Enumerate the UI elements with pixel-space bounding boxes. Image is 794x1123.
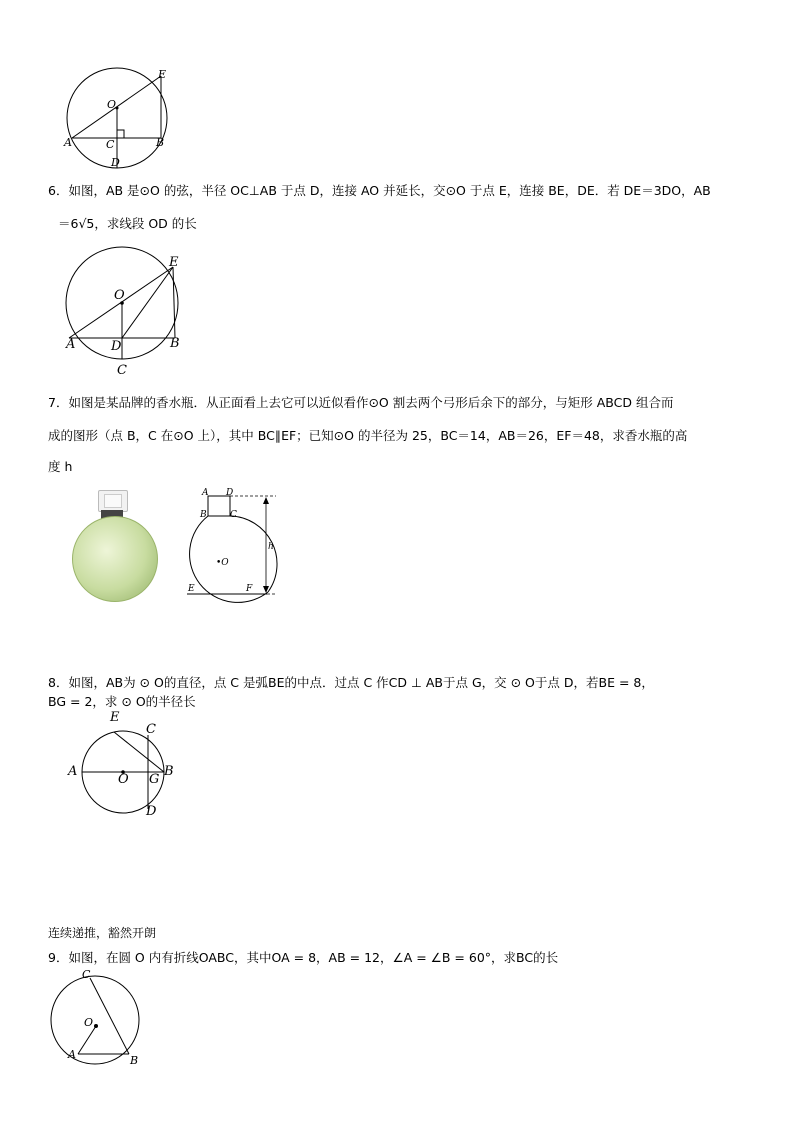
label-A: A bbox=[66, 337, 76, 352]
label-B: B bbox=[130, 1054, 139, 1067]
label-E: E bbox=[158, 68, 167, 81]
question-8-text-line1: 8．如图，AB为 ⊙ O的直径，点 C 是弧BE的中点．过点 C 作CD ⊥ AB于点 G，交 ⊙ O于点 D，若BE = 8， bbox=[48, 675, 654, 690]
figure-q8 bbox=[62, 712, 182, 820]
label-O: O bbox=[107, 98, 117, 111]
label-O: O bbox=[84, 1016, 94, 1029]
label-D: D bbox=[226, 488, 234, 498]
question-7-text-line2: 成的图形（点 B，C 在⊙O 上），其中 BC∥EF；已知⊙O 的半径为 25，BC＝14，AB＝26，EF＝48，求香水瓶的高 bbox=[48, 428, 688, 443]
question-6-text-line2: ＝6√5，求线段 OD 的长 bbox=[58, 216, 197, 231]
label-A: A bbox=[68, 1048, 76, 1061]
label-C: C bbox=[117, 363, 127, 378]
question-9-text-line1: 9．如图，在圆 O 内有折线OABC，其中OA = 8，AB = 12，∠A = ∠B = 60°，求BC的长 bbox=[48, 950, 559, 965]
question-8-text-line2: BG = 2，求 ⊙ O的半径长 bbox=[48, 694, 196, 709]
label-O: O bbox=[114, 288, 125, 303]
label-E: E bbox=[110, 710, 120, 725]
figure-q7 bbox=[168, 488, 288, 600]
label-D: D bbox=[111, 339, 122, 354]
label-A: A bbox=[202, 488, 209, 498]
figure-q9 bbox=[48, 968, 148, 1072]
figure-q5-svg bbox=[60, 66, 180, 176]
label-B: B bbox=[200, 510, 207, 520]
section-heading: 连续递推，豁然开朗 bbox=[48, 926, 157, 940]
label-D: D bbox=[111, 156, 120, 169]
label-h: h bbox=[268, 542, 274, 552]
label-A: A bbox=[68, 764, 78, 779]
question-6-text-line1: 6．如图，AB 是⊙O 的弦，半径 OC⊥AB 于点 D，连接 AO 并延长，交⊙O 于点 E，连接 BE，DE．若 DE＝3DO，AB bbox=[48, 183, 711, 198]
label-D: D bbox=[146, 804, 157, 819]
label-B: B bbox=[170, 336, 180, 351]
label-O: O bbox=[118, 772, 129, 787]
label-A: A bbox=[64, 136, 72, 149]
perfume-bottle-photo bbox=[68, 488, 160, 604]
question-7-text-line3: 度 h bbox=[48, 459, 73, 474]
label-C: C bbox=[106, 138, 115, 151]
label-G: G bbox=[149, 772, 160, 787]
bottle-body bbox=[72, 516, 158, 602]
label-B: B bbox=[164, 764, 174, 779]
label-O: •O bbox=[216, 558, 229, 568]
question-7-text-line1: 7．如图是某品牌的香水瓶．从正面看上去它可以近似看作⊙O 割去两个弓形后余下的部分，与矩形 ABCD 组合而 bbox=[48, 395, 674, 410]
label-C: C bbox=[82, 968, 91, 981]
label-F: F bbox=[246, 584, 253, 594]
figure-q5 bbox=[60, 66, 180, 176]
bottle-cap-inner bbox=[104, 494, 122, 508]
label-C: C bbox=[230, 510, 237, 520]
label-E: E bbox=[169, 255, 179, 270]
label-C: C bbox=[146, 722, 156, 737]
label-E: E bbox=[188, 584, 195, 594]
label-B: B bbox=[156, 136, 165, 149]
figure-q6 bbox=[60, 245, 195, 380]
